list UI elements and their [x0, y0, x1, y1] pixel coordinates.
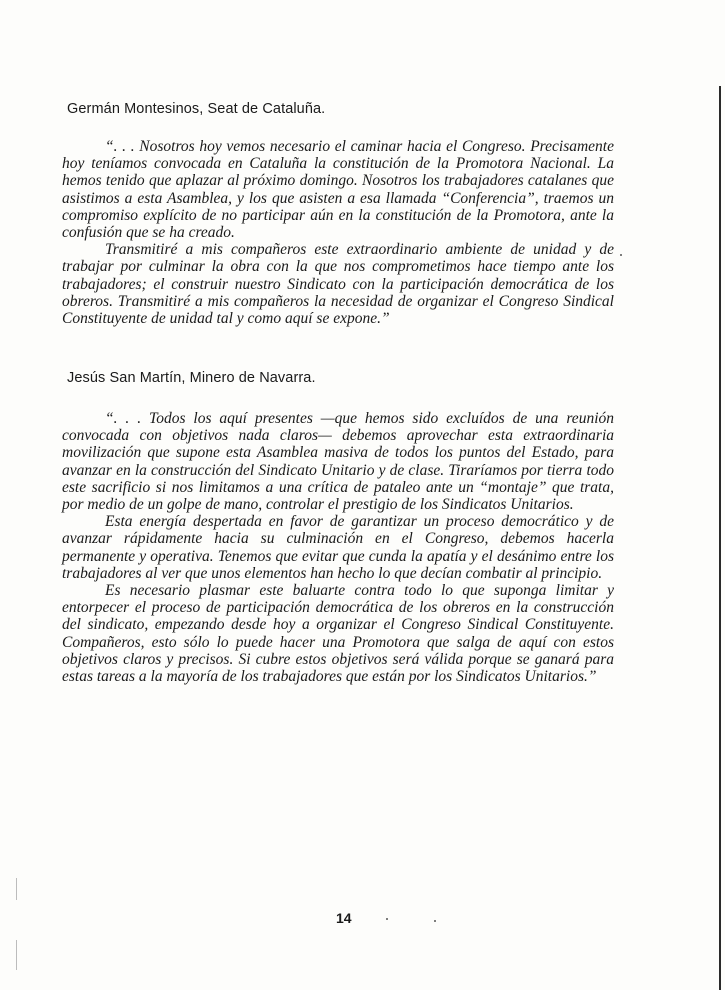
scan-dot	[434, 920, 436, 922]
scan-dot	[620, 254, 622, 256]
quote-paragraph: “. . . Todos los aquí presentes —que hemos sido excluídos de una reunión convocada con objetivos nada claros— debemos aprovechar esta extraordinaria movilización que supone esta Asamblea masiva de todos los puntos del Estado, para avanzar en la construcción del Sindicato Unitario y de clase. Tiraríamos por tierra todo este sacrificio si nos limitamos a una crítica de pataleo ante un “montaje” que trata, por medio de un golpe de mano, controlar el prestigio de los Sindicatos Unitarios.	[62, 410, 614, 514]
speaker-name: Germán Montesinos, Seat de Cataluña.	[67, 101, 326, 117]
scan-dot	[386, 918, 388, 920]
quote-block	[62, 138, 614, 327]
quote-paragraph: Esta energía despertada en favor de garantizar un proceso democrático y de avanzar rápidamente hacia su culminación en el Congreso, debemos hacerla permanente y operativa. Tenemos que evitar que cunda la apatía y el desánimo entre los trabajadores al ver que unos elementos han hecho lo que decían combatir al principio.	[62, 513, 614, 582]
scan-mark	[16, 878, 17, 900]
page-number: 14	[336, 910, 352, 926]
quote-block	[62, 410, 614, 685]
quote-paragraph: Transmitiré a mis compañeros este extraordinario ambiente de unidad y de trabajar por culminar la obra con la que nos comprometimos hace tiempo ante los trabajadores; el construir nuestro Sindicato con la participación democrática de los obreros. Transmitiré a mis compañeros la necesidad de organizar el Congreso Sindical Constituyente de unidad tal y como aquí se expone.”	[62, 241, 614, 328]
quote-paragraph: “. . . Nosotros hoy vemos necesario el caminar hacia el Congreso. Precisamente hoy teníamos convocada en Cataluña la constitución de la Promotora Nacional. La hemos tenido que aplazar al próximo domingo. Nosotros los trabajadores catalanes que asistimos a esta Asamblea, y los que asisten a esa llamada “Conferencia”, traemos un compromiso explícito de no participar aún en la constitución de la Promotora, ante la confusión que se ha creado.	[62, 138, 614, 242]
scan-mark	[16, 940, 17, 970]
speaker-name: Jesús San Martín, Minero de Navarra.	[67, 370, 316, 386]
page-edge-line	[719, 86, 721, 990]
quote-paragraph: Es necesario plasmar este baluarte contra todo lo que suponga limitar y entorpecer el proceso de participación democrática de los obreros en la construcción del sindicato, empezando desde hoy a organizar el Congreso Sindical Constituyente. Compañeros, esto sólo lo puede hacer una Promotora que salga de aquí con estos objetivos claros y precisos. Si cubre estos objetivos será válida porque se ganará para estas tareas a la mayoría de los trabajadores que están por los Sindicatos Unitarios.”	[62, 582, 614, 686]
